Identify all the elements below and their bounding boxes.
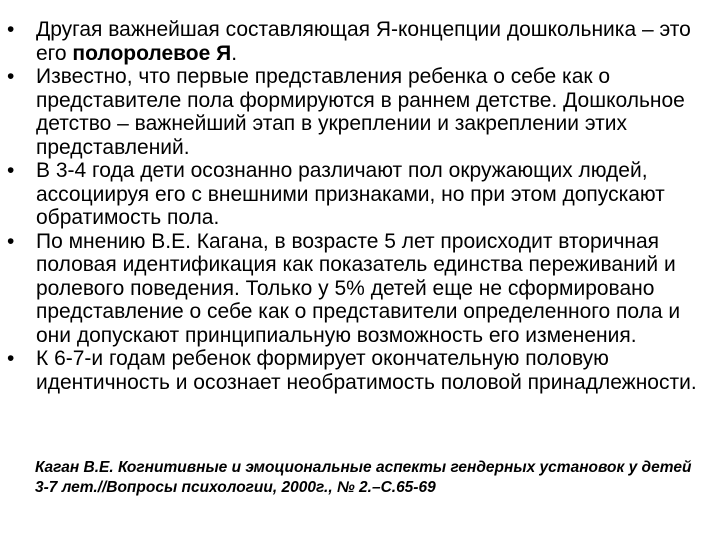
bullet-item-4	[4, 230, 710, 348]
bullet-item-3	[4, 159, 710, 230]
bullet-dot-icon: •	[7, 159, 15, 182]
bullet-text-3: В 3-4 года дети осознанно различают пол окружающих людей, ассоциируя его с внешними признаками, но при этом допускают обратимость пола.	[36, 159, 665, 229]
bullet-text-2: Известно, что первые представления ребенка о себе как о представителе пола формируются в раннем детстве. Дошкольное детство – важнейший этап в укреплении и закреплении этих представлений.	[36, 65, 685, 159]
bullet-text-4: По мнению В.Е. Кагана, в возрасте 5 лет происходит вторичная половая идентификация как показатель единства переживаний и ролевого поведения. Только у 5% детей еще не сформировано представление о себе как о представители определенного пола и они допускают принципиальную возможность его изменения.	[36, 229, 681, 347]
bullet-dot-icon: •	[7, 18, 15, 41]
bullet-dot-icon: •	[7, 347, 15, 370]
bullet-dot-icon: •	[7, 65, 15, 88]
bullet-text-1-end: .	[231, 41, 238, 65]
bullet-item-5	[4, 347, 710, 394]
bullet-list	[4, 18, 710, 394]
bullet-text-5: К 6-7-и годам ребенок формирует окончательную половую идентичность и осознает необратимость половой принадлежности.	[36, 347, 697, 394]
bullet-text-1-bold: полоролевое Я	[72, 41, 232, 65]
bullet-text-1-start: Другая важнейшая составляющая Я-концепции дошкольника – это его	[36, 18, 691, 65]
bullet-dot-icon: •	[7, 229, 15, 253]
bullet-item-2	[4, 65, 710, 159]
bullet-item-1	[4, 18, 710, 65]
citation-reference: Каган В.Е. Когнитивные и эмоциональные аспекты гендерных установок у детей 3-7 лет.//Вопросы психологии, 2000г., № 2.–С.65-69	[35, 459, 692, 496]
